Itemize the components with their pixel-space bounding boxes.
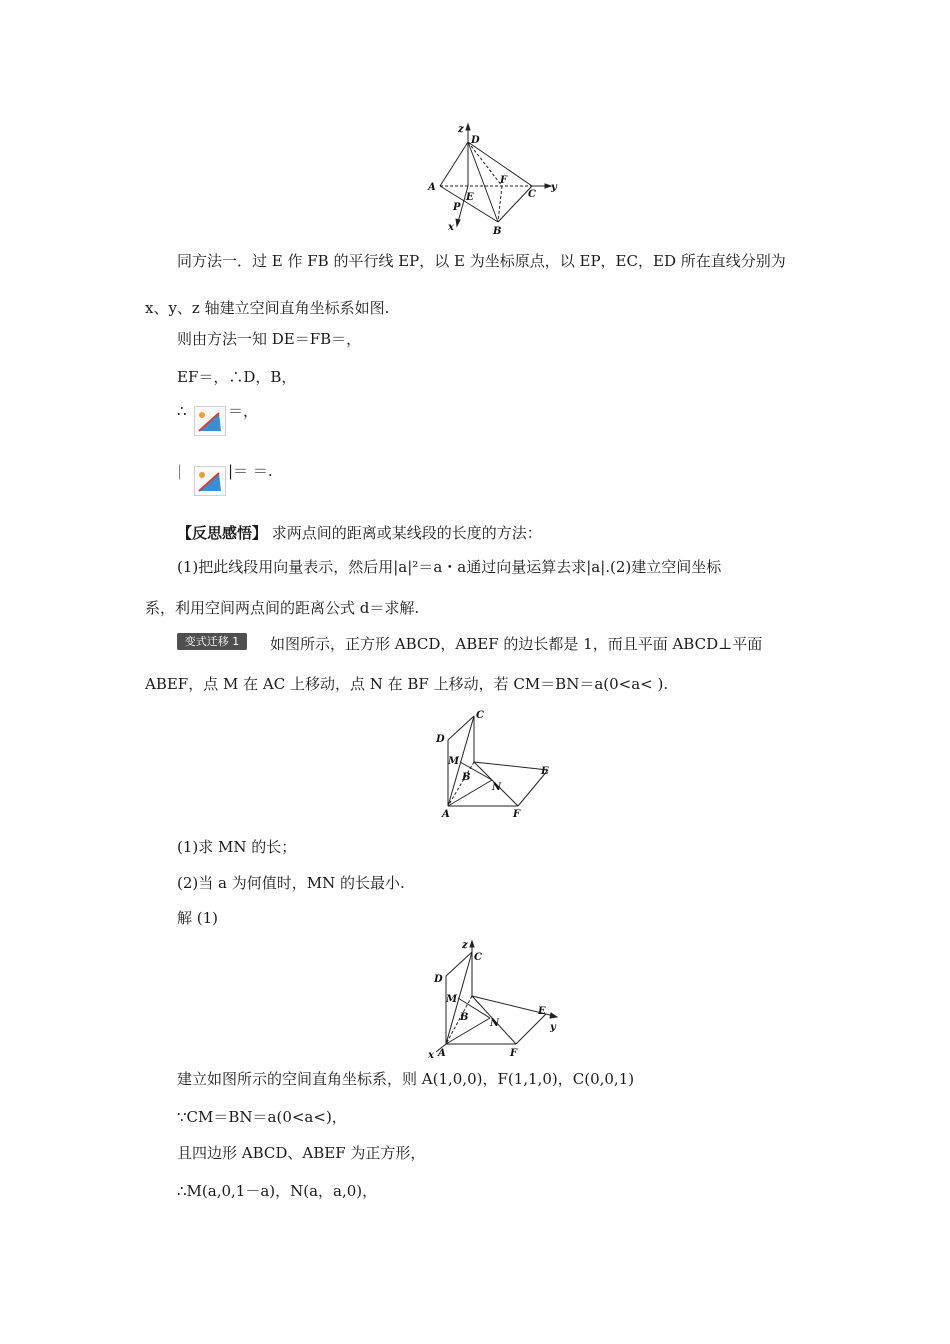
label-F: F [510, 1048, 518, 1059]
exercise-line2: ABEF，点 M 在 AC 上移动，点 N 在 BF 上移动，若 CM＝BN＝a(0<a< ). [145, 675, 669, 693]
edge-DA [440, 142, 468, 186]
label-M: M [448, 756, 460, 767]
label-M: M [446, 994, 458, 1005]
label-x: x [448, 222, 454, 233]
edge-DF [468, 142, 502, 186]
x-arrow [456, 219, 460, 226]
question-2: (2)当 a 为何值时，MN 的长最小. [177, 874, 405, 892]
paragraph-ef: EF＝，∴D，B， [177, 368, 297, 386]
label-P: P [453, 202, 461, 213]
question-1: (1)求 MN 的长； [177, 838, 297, 856]
solution-line2: ∵CM＝BN＝a(0<a<)， [177, 1108, 347, 1126]
label-x: x [428, 1050, 434, 1060]
label-B: B [493, 226, 502, 236]
solution-heading: 解 (1) [177, 909, 219, 927]
label-F: F [513, 809, 521, 820]
edge-BC [498, 186, 532, 222]
label-A: A [438, 1048, 446, 1059]
reflection-line1: (1)把此线段用向量表示，然后用|a|²＝a・a通过向量运算去求|a|.(2)建立空间坐标 [177, 558, 722, 576]
label-y: y [550, 1022, 556, 1033]
z-arrow [466, 124, 470, 130]
norm-eq-prefix: | [177, 462, 183, 480]
variant-exercise-badge: 变式迁移 1 [177, 633, 247, 650]
label-D: D [436, 734, 445, 745]
label-A: A [428, 182, 436, 193]
exercise-line1: 如图所示，正方形 ABCD，ABEF 的边长都是 1，而且平面 ABCD⊥平面 [270, 635, 763, 653]
label-z: z [458, 124, 464, 135]
label-N: N [492, 782, 502, 793]
norm-eq-suffix: |＝ ＝. [228, 462, 273, 480]
label-z: z [462, 940, 468, 951]
reflection-heading [177, 522, 542, 544]
label-C: C [474, 952, 482, 963]
reflection-body: 求两点间的距离或某线段的长度的方法： [267, 524, 542, 542]
paragraph-de-fb: 则由方法一知 DE＝FB＝， [177, 330, 362, 348]
label-D: D [471, 135, 480, 146]
figure-pyramid-axes [420, 118, 570, 236]
label-y: y [551, 182, 557, 193]
label-F: F [500, 175, 508, 186]
figure-squares [430, 704, 560, 822]
label-B: B [460, 1012, 469, 1023]
label-E: E [466, 192, 474, 203]
edge-BA-dashed [448, 762, 474, 806]
edge-EF [516, 1014, 546, 1044]
figure-squares-axes [424, 938, 564, 1060]
paragraph-method-line1: 同方法一．过 E 作 FB 的平行线 EP，以 E 为坐标原点，以 EP，EC，ED 所在直线分别为 [177, 252, 786, 270]
edge-FB-dashed [498, 186, 502, 222]
label-N: N [490, 1018, 500, 1029]
label-C: C [476, 710, 484, 721]
solution-line3: 且四边形 ABCD、ABEF 为正方形， [177, 1144, 426, 1162]
y-arrow [550, 1013, 557, 1018]
label-E: E [538, 1006, 546, 1017]
label-D: D [434, 974, 443, 985]
paragraph-method-line2: x、y、z 轴建立空间直角坐标系如图. [145, 299, 390, 317]
label-B: B [462, 772, 471, 783]
norm-image-icon [194, 466, 226, 496]
z-arrow [470, 941, 474, 947]
edge-DB [468, 142, 498, 222]
reflection-title: 【反思感悟】 [177, 524, 268, 542]
solution-line1: 建立如图所示的空间直角坐标系，则 A(1,0,0)，F(1,1,0)，C(0,0,1) [177, 1070, 635, 1088]
label-E: E [541, 766, 549, 777]
label-C: C [528, 189, 536, 200]
reflection-line2: 系，利用空间两点间的距离公式 d＝求解. [145, 599, 420, 617]
edge-BE [474, 762, 548, 770]
vector-eq-prefix: ∴ [177, 402, 187, 420]
vector-eq-suffix: ＝， [228, 402, 259, 420]
label-A: A [442, 809, 450, 820]
solution-line4: ∴M(a,0,1－a)，N(a，a,0)， [177, 1182, 378, 1200]
vector-image-icon [194, 406, 226, 436]
